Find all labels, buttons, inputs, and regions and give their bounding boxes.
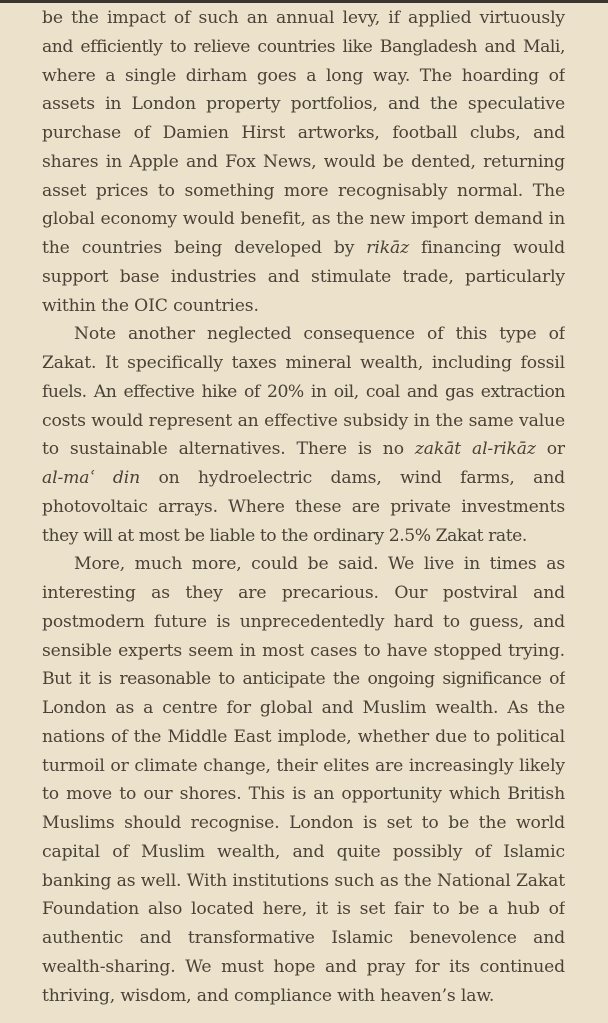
line-content [42,439,565,464]
line-content [42,957,565,977]
text-run: be the impact of such an annual levy, if applied virtuously [42,8,565,28]
text-run: global economy would benefit, as the new import demand in [42,209,565,230]
text-line [42,982,565,1011]
line-content [42,94,565,114]
top-border [0,0,608,3]
text-run: wealth-sharing. We must hope and pray for its continued [42,956,565,977]
text-run: they will at most be liable to the ordinary 2.5% Zakat rate. [42,525,527,546]
line-content [42,871,565,891]
italic-term: zakāt al-rikāz [414,439,536,460]
line-content [42,123,565,143]
text-line [42,493,565,522]
text-run: on hydroelectric dams, wind farms, and [140,468,565,488]
text-run: photovoltaic arrays. Where these are private investments [42,496,565,517]
line-content [74,554,565,574]
line-content [42,267,565,287]
line-content [42,468,565,488]
text-line [42,867,565,896]
line-content [42,813,565,833]
text-line [42,464,565,493]
line-content [42,669,565,689]
text-line [42,33,565,62]
text-run: Zakat. It specifically taxes mineral wealth, including fossil [42,353,565,373]
line-content [42,353,565,373]
line-content [42,698,565,718]
text-run: authentic and transformative Islamic benevolence and [42,928,565,948]
text-run: asset prices to something more recognisably normal. The [42,180,565,201]
text-run: purchase of Damien Hirst artworks, football clubs, and [42,123,565,143]
text-run: shares in Apple and Fox News, would be dented, returning [42,151,565,172]
text-run: and efficiently to relieve countries like Bangladesh and Mali, [42,36,565,57]
text-run: thriving, wisdom, and compliance with heaven’s law. [42,985,495,1006]
line-content [42,296,259,316]
text-line [42,608,565,637]
text-line [42,665,565,694]
line-content [42,497,565,517]
text-line [42,637,565,666]
text-run: assets in London property portfolios, and the speculative [42,94,565,115]
text-line [42,522,565,551]
line-content [42,583,565,603]
text-line [42,205,565,234]
text-line [42,263,565,292]
text-line [42,148,565,177]
line-content [42,66,565,86]
line-content [42,8,565,28]
line-content [42,526,527,546]
text-line [42,694,565,723]
line-content [42,986,494,1006]
text-run: But it is reasonable to anticipate the ongoing significance of [42,669,565,690]
text-run: London as a centre for global and Muslim wealth. As the [42,698,565,718]
text-line [42,752,565,781]
text-line [42,407,565,436]
text-line [42,234,565,263]
line-content [42,842,565,862]
text-run: or [535,439,565,460]
line-content [42,382,565,402]
italic-term: al-maʿ din [42,468,141,488]
text-line [42,435,565,464]
text-run: fuels. An effective hike of 20% in oil, coal and gas extraction [42,381,565,402]
text-line [42,924,565,953]
text-line [42,895,565,924]
text-line [42,579,565,608]
text-run: costs would represent an effective subsidy in the same value [42,410,565,431]
line-content [42,756,565,776]
text-line [42,550,565,579]
text-line [42,723,565,752]
text-line [42,119,565,148]
text-run: the countries being developed by [42,238,367,258]
line-content [42,928,565,948]
book-page-text [42,4,565,1010]
text-line [42,292,565,321]
line-content [42,152,565,172]
text-run: where a single dirham goes a long way. The hoarding of [42,65,565,86]
text-run: capital of Muslim wealth, and quite possibly of Islamic [42,841,565,862]
line-content [74,324,565,344]
line-content [42,784,565,804]
line-content [42,727,565,747]
text-run: to move to our shores. This is an opportunity which British [42,784,565,805]
text-line [42,177,565,206]
text-run: interesting as they are precarious. Our postviral and [42,583,565,603]
line-content [42,181,565,201]
text-run: Muslims should recognise. London is set to be the world [42,813,565,833]
text-run: More, much more, could be said. We live in times as [74,554,565,575]
paragraph [42,4,565,320]
text-run: to sustainable alternatives. There is no [42,439,415,460]
line-content [42,238,565,258]
text-line [42,349,565,378]
line-content [42,411,565,431]
text-line [42,838,565,867]
text-line [42,780,565,809]
text-run: nations of the Middle East implode, whether due to political [42,726,565,747]
text-run: Foundation also located here, it is set fair to be a hub of [42,899,565,920]
text-run: financing would [408,238,565,258]
paragraph [42,550,565,1010]
line-content [42,641,565,661]
text-line [42,953,565,982]
text-run: sensible experts seem in most cases to have stopped trying. [42,640,565,661]
text-line [42,90,565,119]
text-run: support base industries and stimulate trade, particularly [42,266,565,287]
line-content [42,209,565,229]
text-line [42,320,565,349]
text-line [42,809,565,838]
text-run: turmoil or climate change, their elites are increasingly likely [42,755,565,776]
line-content [42,612,565,632]
italic-term: rikāz [366,238,409,258]
text-run: within the OIC countries. [42,295,259,316]
text-line [42,62,565,91]
line-content [42,899,565,919]
text-line [42,378,565,407]
text-run: postmodern future is unprecedentedly hard to guess, and [42,611,565,632]
text-run: banking as well. With institutions such as the National Zakat [42,870,565,891]
text-run: Note another neglected consequence of this type of [74,324,565,345]
paragraph [42,320,565,550]
text-line [42,4,565,33]
line-content [42,37,565,57]
